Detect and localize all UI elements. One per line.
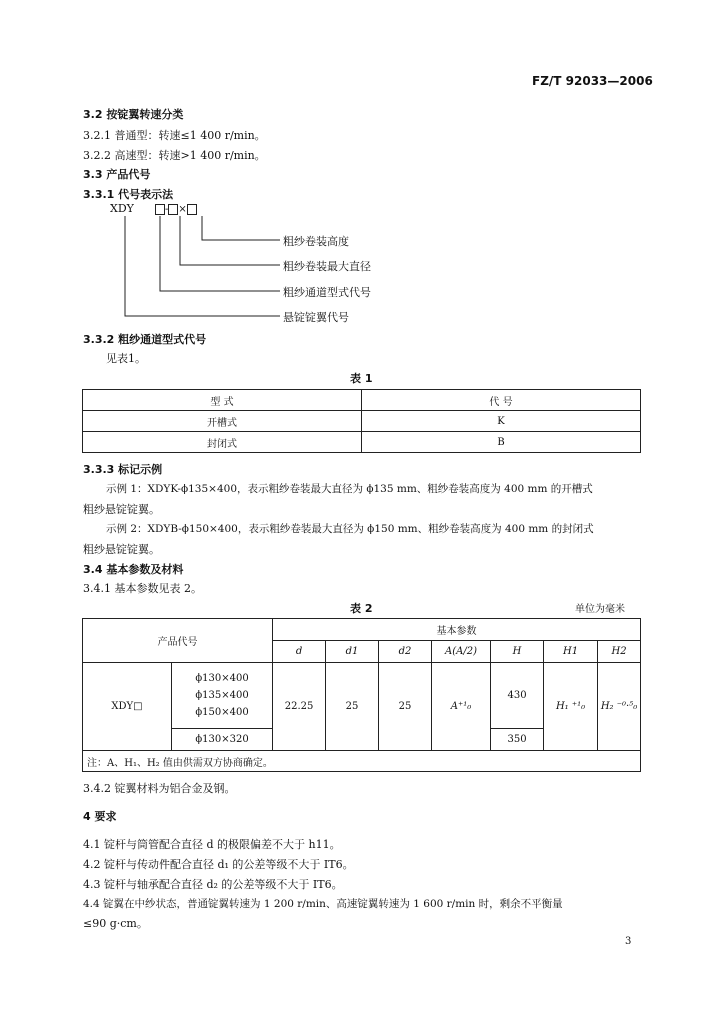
section-4-title: 4 要求 <box>83 810 117 823</box>
table-2-header-basic: 基本参数 <box>273 619 641 641</box>
table-2-d-value: 22.25 <box>273 663 326 751</box>
table-1-cell: 开槽式 <box>83 411 362 432</box>
example-2-line-1: 示例 2：XDYB-ϕ150×400，表示粗纱卷装最大直径为 ϕ150 mm、粗纱卷装高度为 400 mm 的封闭式 <box>106 523 594 535</box>
size-item: ϕ150×400 <box>195 707 249 718</box>
example-1-line-2: 粗纱悬锭锭翼。 <box>83 503 160 516</box>
table-2-a-value: A⁺¹₀ <box>432 663 491 751</box>
col-h1: H1 <box>544 641 598 663</box>
clause-3-2-2: 3.2.2 高速型：转速>1 400 r/min。 <box>83 149 266 162</box>
size-item: ϕ135×400 <box>195 690 249 701</box>
section-3-3-1-title: 3.3.1 代号表示法 <box>83 188 174 201</box>
label-flyer-code: 悬锭锭翼代号 <box>283 311 349 324</box>
page-number: 3 <box>625 936 632 947</box>
table-row <box>83 663 641 729</box>
label-package-diameter: 粗纱卷装最大直径 <box>283 260 371 273</box>
table-2-product-code: XDY□ <box>83 663 172 751</box>
table-2-note: 注：A、H₁、H₂ 值由供需双方协商确定。 <box>83 751 641 772</box>
col-h2: H2 <box>598 641 641 663</box>
example-2-line-2: 粗纱悬锭锭翼。 <box>83 543 160 556</box>
see-table-1: 见表1。 <box>106 352 146 365</box>
section-3-3-title: 3.3 产品代号 <box>83 168 151 181</box>
clause-4-3: 4.3 锭杆与轴承配合直径 d₂ 的公差等级不大于 IT6。 <box>83 878 343 891</box>
table-2-header-row-1 <box>83 619 641 641</box>
table-1-header-row <box>83 390 641 411</box>
table-1-cell: 封闭式 <box>83 432 362 453</box>
col-d1: d1 <box>326 641 379 663</box>
table-2-note-row <box>83 751 641 772</box>
table-2-caption: 表 2 <box>350 602 373 615</box>
col-d2: d2 <box>379 641 432 663</box>
code-prefix: XDY <box>110 202 134 215</box>
section-3-3-2-title: 3.3.2 粗纱通道型式代号 <box>83 333 207 346</box>
table-row <box>83 411 641 432</box>
code-boxes: - × <box>155 202 197 215</box>
table-2-size-b: ϕ130×320 <box>172 729 273 751</box>
table-2 <box>82 618 641 772</box>
table-1-cell: K <box>362 411 641 432</box>
table-2-d1-value: 25 <box>326 663 379 751</box>
clause-3-4-2: 3.4.2 锭翼材料为铝合金及钢。 <box>83 782 236 795</box>
clause-4-4-line-1: 4.4 锭翼在中纱状态，普通锭翼转速为 1 200 r/min、高速锭翼转速为 1 600 r/min 时，剩余不平衡量 <box>83 898 563 910</box>
table-2-header-product: 产品代号 <box>83 619 273 663</box>
table-2-sizes-group-a <box>172 663 273 729</box>
example-1-line-1: 示例 1：XDYK-ϕ135×400，表示粗纱卷装最大直径为 ϕ135 mm、粗纱卷装高度为 400 mm 的开槽式 <box>106 483 593 495</box>
label-package-height: 粗纱卷装高度 <box>283 235 349 248</box>
clause-4-1: 4.1 锭杆与筒管配合直径 d 的极限偏差不大于 h11。 <box>83 838 341 851</box>
table-1-header-code: 代 号 <box>362 390 641 411</box>
section-3-2-title: 3.2 按锭翼转速分类 <box>83 108 184 121</box>
table-row <box>83 432 641 453</box>
table-1 <box>82 389 641 453</box>
table-2-h-value-b: 350 <box>491 729 544 751</box>
label-channel-type: 粗纱通道型式代号 <box>283 286 371 299</box>
col-d: d <box>273 641 326 663</box>
clause-3-4-1: 3.4.1 基本参数见表 2。 <box>83 582 202 595</box>
table-2-h-value-a: 430 <box>491 663 544 729</box>
standard-code: FZ/T 92033—2006 <box>532 74 653 88</box>
table-2-d2-value: 25 <box>379 663 432 751</box>
table-2-h1-value: H₁ ⁺¹₀ <box>544 663 598 751</box>
col-a: A(A/2) <box>432 641 491 663</box>
section-3-3-3-title: 3.3.3 标记示例 <box>83 463 163 476</box>
table-1-cell: B <box>362 432 641 453</box>
table-1-header-type: 型 式 <box>83 390 362 411</box>
table-1-caption: 表 1 <box>350 372 373 385</box>
col-h: H <box>491 641 544 663</box>
clause-3-2-1: 3.2.1 普通型：转速≤1 400 r/min。 <box>83 129 266 142</box>
table-2-unit: 单位为毫米 <box>575 604 625 615</box>
clause-4-4-line-2: ≤90 g·cm。 <box>83 917 148 930</box>
table-2-h2-value: H₂ ⁻⁰·⁵₀ <box>598 663 641 751</box>
clause-4-2: 4.2 锭杆与传动件配合直径 d₁ 的公差等级不大于 IT6。 <box>83 858 354 871</box>
section-3-4-title: 3.4 基本参数及材料 <box>83 563 184 576</box>
size-item: ϕ130×400 <box>195 673 249 684</box>
